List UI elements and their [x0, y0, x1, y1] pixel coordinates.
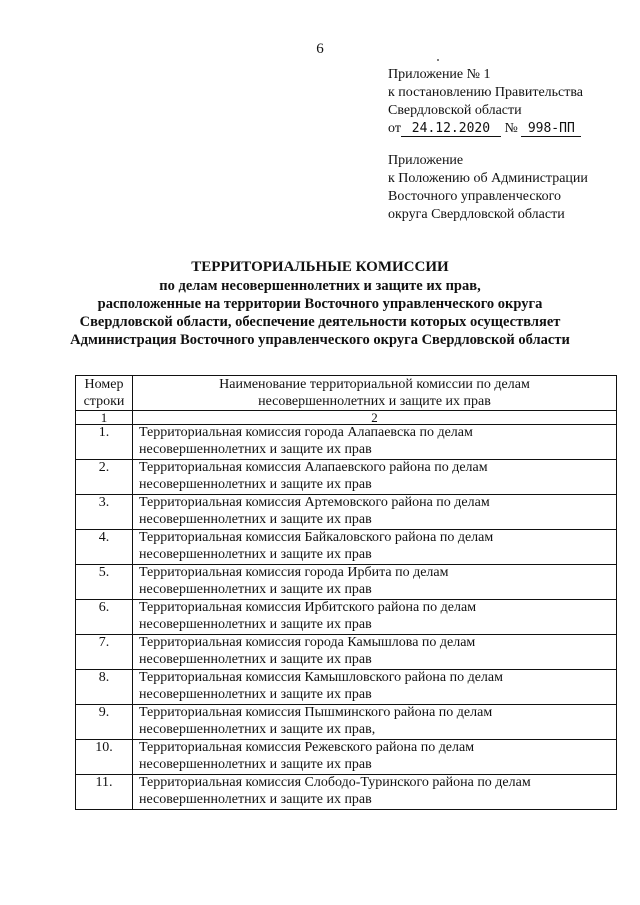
commission-name-line: несовершеннолетних и защите их прав [139, 511, 372, 527]
row-number: 8. [76, 670, 133, 705]
table-row [76, 600, 617, 635]
table-row [76, 460, 617, 495]
commission-name-line: Территориальная комиссия Алапаевского района по делам [139, 460, 488, 475]
appendix-2-line: к Положению об Администрации [388, 171, 588, 186]
date-prefix: от [388, 121, 401, 136]
appendix-1-block [388, 66, 583, 138]
commission-name [133, 425, 617, 460]
table-row [76, 740, 617, 775]
row-number: 10. [76, 740, 133, 775]
number-prefix: № [504, 121, 518, 136]
row-number: 11. [76, 775, 133, 810]
appendix-1-date-line [388, 120, 583, 138]
commission-name-line: Территориальная комиссия Камышловского района по делам [139, 670, 503, 685]
scan-speck [437, 59, 439, 61]
commission-name [133, 740, 617, 775]
commission-name-line: несовершеннолетних и защите их прав [139, 616, 372, 632]
column-number: 2 [133, 411, 617, 425]
commission-name-line: несовершеннолетних и защите их прав [139, 441, 372, 457]
row-number: 3. [76, 495, 133, 530]
commission-name-line: несовершеннолетних и защите их прав [139, 476, 372, 492]
table-row [76, 530, 617, 565]
commission-name [133, 705, 617, 740]
table-row [76, 670, 617, 705]
appendix-1-title: Приложение № 1 [388, 67, 491, 82]
commission-name-line: Территориальная комиссия города Ирбита по делам [139, 565, 449, 580]
column-number-row [76, 411, 617, 425]
commission-name [133, 775, 617, 810]
commission-name-line: Территориальная комиссия Режевского района по делам [139, 740, 475, 755]
document-title-main: ТЕРРИТОРИАЛЬНЫЕ КОМИССИИ [191, 259, 449, 275]
page-number: 6 [316, 41, 324, 57]
commission-name-line: несовершеннолетних и защите их прав [139, 686, 372, 702]
commission-name-line: Территориальная комиссия Артемовского района по делам [139, 495, 490, 510]
commission-name-line: несовершеннолетних и защите их прав [139, 651, 372, 667]
commission-name-line: Территориальная комиссия Слободо-Туринского района по делам [139, 775, 531, 790]
commission-name-line: Территориальная комиссия Пышминского района по делам [139, 705, 493, 720]
decree-number: 998-ПП [521, 121, 581, 137]
header-row-number [76, 376, 133, 411]
row-number: 4. [76, 530, 133, 565]
commission-name-line: несовершеннолетних и защите их прав [139, 791, 372, 807]
document-title-line: по делам несовершеннолетних и защите их прав, [159, 278, 481, 294]
column-number: 1 [76, 411, 133, 425]
table-row [76, 705, 617, 740]
row-number: 5. [76, 565, 133, 600]
commission-name-line: несовершеннолетних и защите их прав [139, 756, 372, 772]
document-title-line: Свердловской области, обеспечение деятельности которых осуществляет [79, 314, 561, 330]
decree-date: 24.12.2020 [401, 121, 501, 137]
header-text: Номер [84, 377, 124, 392]
appendix-1-line: к постановлению Правительства [388, 85, 584, 100]
row-number: 9. [76, 705, 133, 740]
commission-name-line: Территориальная комиссия Байкаловского района по делам [139, 530, 494, 545]
appendix-1-line: Свердловской области [388, 103, 522, 118]
table-row [76, 565, 617, 600]
commissions-table [75, 375, 617, 810]
commission-name-line: несовершеннолетних и защите их прав [139, 546, 372, 562]
commission-name-line: несовершеннолетних и защите их прав [139, 581, 372, 597]
appendix-2-title: Приложение [388, 153, 464, 168]
document-title [0, 258, 640, 349]
commission-name-line: Территориальная комиссия Ирбитского района по делам [139, 600, 477, 615]
commission-name-line: несовершеннолетних и защите их прав, [139, 721, 376, 737]
appendix-2-line: Восточного управленческого [388, 189, 562, 204]
commission-name [133, 670, 617, 705]
row-number: 1. [76, 425, 133, 460]
table-row [76, 775, 617, 810]
table-row [76, 425, 617, 460]
table-row [76, 495, 617, 530]
table-row [76, 635, 617, 670]
commission-name-line: Территориальная комиссия города Камышлова по делам [139, 635, 476, 650]
row-number: 7. [76, 635, 133, 670]
appendix-2-block [388, 152, 588, 224]
commission-name [133, 495, 617, 530]
table-header-row [76, 376, 617, 411]
header-text: строки [83, 394, 125, 409]
header-text: Наименование территориальной комиссии по делам [219, 377, 530, 392]
commission-name [133, 565, 617, 600]
header-commission-name [133, 376, 617, 411]
commission-name-line: Территориальная комиссия города Алапаевска по делам [139, 425, 473, 440]
document-title-line: расположенные на территории Восточного управленческого округа [97, 296, 543, 312]
document-title-line: Администрация Восточного управленческого округа Свердловской области [70, 332, 570, 348]
header-text: несовершеннолетних и защите их прав [258, 394, 491, 409]
commission-name [133, 600, 617, 635]
appendix-2-line: округа Свердловской области [388, 207, 565, 222]
row-number: 6. [76, 600, 133, 635]
commission-name [133, 635, 617, 670]
row-number: 2. [76, 460, 133, 495]
commission-name [133, 460, 617, 495]
commission-name [133, 530, 617, 565]
